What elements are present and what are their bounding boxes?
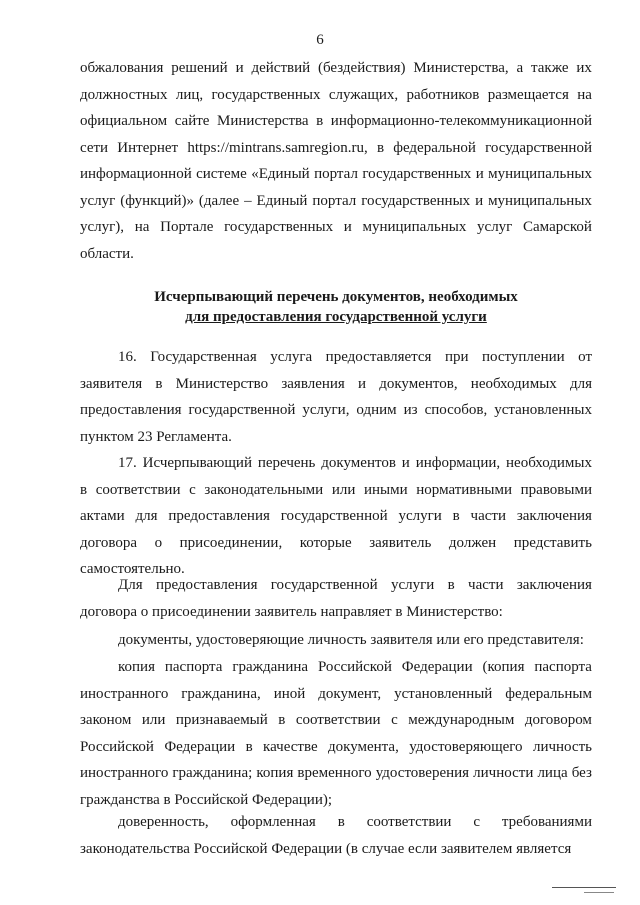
signature-mark-tail — [584, 892, 614, 893]
paragraph16-line: пунктом 23 Регламента. — [80, 428, 232, 445]
paragraph-passport-line: копия паспорта гражданина Российской Федерации (копия паспорта — [118, 659, 592, 675]
paragraph-for-line: Для предоставления государственной услуги в части заключения — [118, 577, 592, 593]
paragraph-passport-line: законом или признаваемый в соответствии с международным договором — [80, 712, 592, 728]
paragraph-for-line: договора о присоединении заявитель направляет в Министерство: — [80, 603, 503, 620]
paragraph16-line: заявителя в Министерство заявления и документов, необходимых для — [80, 375, 592, 392]
heading-line: Исчерпывающий перечень документов, необходимых — [154, 289, 518, 305]
paragraph1-line: должностных лиц, государственных служащих, работников размещается на — [80, 86, 592, 103]
paragraph17-line: актами для предоставления государственной услуги в части заключения — [80, 508, 592, 524]
paragraph17-line: в соответствии с законодательными или иными нормативными правовыми — [80, 481, 592, 498]
paragraph-proxy-line: законодательства Российской Федерации (в случае если заявителем является — [80, 840, 572, 857]
paragraph1-line: услуг (функций)» (далее – Единый портал государственных и муниципальных — [80, 192, 592, 209]
paragraph17-line: договора о присоединении, которые заявитель должен представить — [80, 534, 592, 551]
paragraph-passport-line: иностранного гражданина, иной документ, установленный федеральным — [80, 685, 592, 702]
paragraph-proxy-line: доверенность, оформленная в соответствии с требованиями — [118, 814, 592, 830]
paragraph1-line: сети Интернет https://mintrans.samregion.ru, в федеральной государственной — [80, 139, 592, 156]
paragraph1-line: области. — [80, 245, 134, 262]
paragraph16-line: предоставления государственной услуги, одним из способов, установленных — [80, 402, 592, 418]
paragraph16-line: 16. Государственная услуга предоставляется при поступлении от — [118, 349, 592, 365]
paragraph17-line: самостоятельно. — [80, 561, 185, 577]
paragraph-passport-line: Российской Федерации в качестве документа, удостоверяющего личность — [80, 738, 592, 755]
paragraph-passport-line: иностранного гражданина; копия временного удостоверения личности лица без — [80, 765, 592, 781]
paragraph-docs-line: документы, удостоверяющие личность заявителя или его представителя: — [118, 632, 584, 648]
signature-mark — [552, 887, 616, 888]
heading-line: для предоставления государственной услуги — [185, 309, 487, 325]
paragraph1-line: обжалования решений и действий (бездействия) Министерства, а также их — [80, 60, 592, 76]
paragraph17-line: 17. Исчерпывающий перечень документов и информации, необходимых — [118, 455, 592, 471]
page-number: 6 — [316, 32, 324, 48]
paragraph-passport-line: гражданства в Российской Федерации); — [80, 791, 333, 808]
paragraph1-line: услуг), на Портале государственных и муниципальных услуг Самарской — [80, 219, 592, 235]
paragraph1-line: информационной системе «Единый портал государственных и муниципальных — [80, 166, 592, 182]
paragraph1-line: официальном сайте Министерства в информационно-телекоммуникационной — [80, 113, 592, 129]
